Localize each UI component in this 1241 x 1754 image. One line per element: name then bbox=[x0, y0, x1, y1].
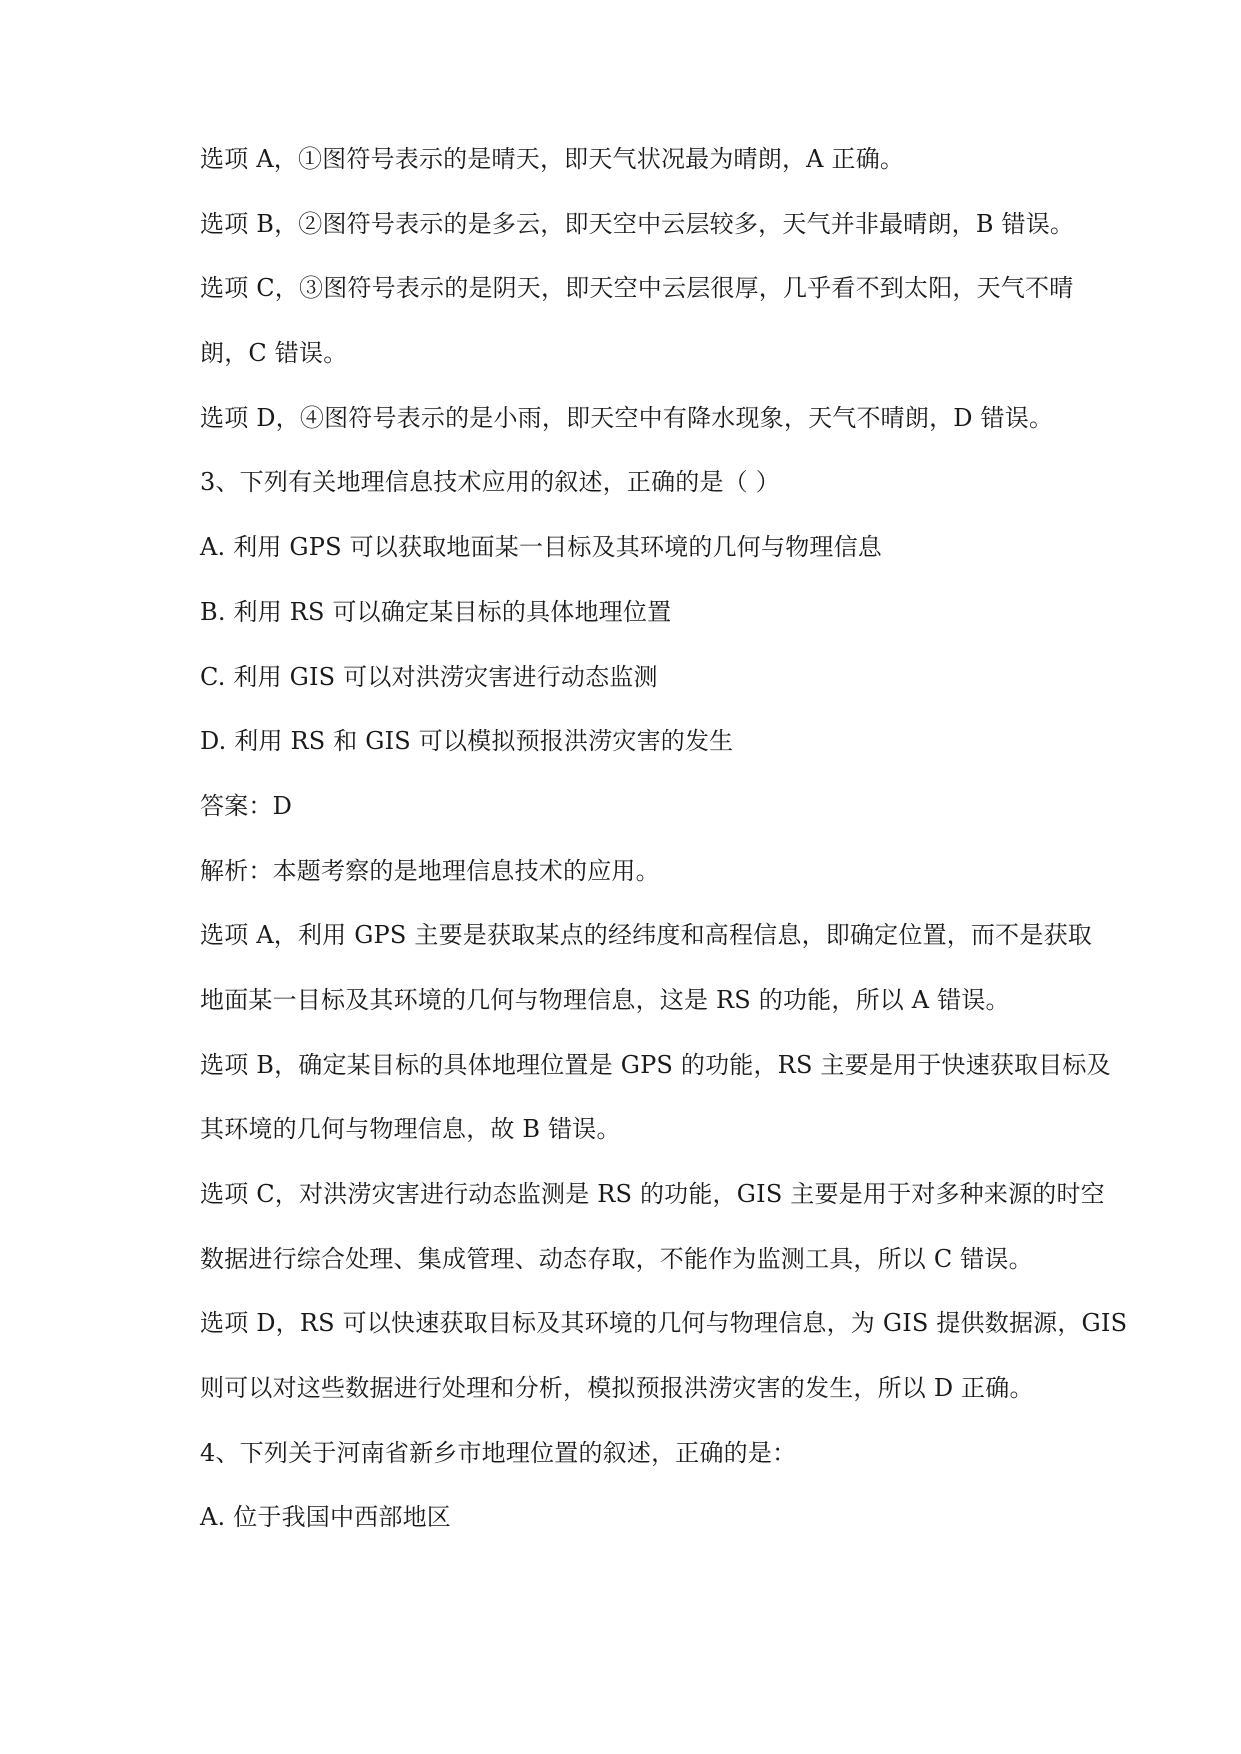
option-d-explanation-weather: 选项 D，④图符号表示的是小雨，即天空中有降水现象，天气不晴朗，D 错误。 bbox=[200, 403, 1054, 432]
option-b-explanation-weather: 选项 B，②图符号表示的是多云，即天空中云层较多，天气并非最晴朗，B 错误。 bbox=[200, 209, 1075, 238]
question-3-option-b: B. 利用 RS 可以确定某目标的具体地理位置 bbox=[200, 597, 672, 626]
question-3-option-a-explanation-cont: 地面某一目标及其环境的几何与物理信息，这是 RS 的功能，所以 A 错误。 bbox=[200, 985, 1010, 1014]
question-3-option-a-explanation: 选项 A，利用 GPS 主要是获取某点的经纬度和高程信息，即确定位置，而不是获取 bbox=[200, 921, 1092, 950]
question-3-option-c-explanation-cont: 数据进行综合处理、集成管理、动态存取，不能作为监测工具，所以 C 错误。 bbox=[200, 1244, 1033, 1273]
document-body bbox=[200, 141, 1128, 1564]
question-4: 4、下列关于河南省新乡市地理位置的叙述，正确的是： bbox=[200, 1438, 797, 1467]
question-3-analysis: 解析：本题考察的是地理信息技术的应用。 bbox=[200, 856, 660, 885]
question-3-option-b-explanation: 选项 B，确定某目标的具体地理位置是 GPS 的功能，RS 主要是用于快速获取目标及 bbox=[200, 1050, 1111, 1079]
question-3-option-c-explanation: 选项 C，对洪涝灾害进行动态监测是 RS 的功能，GIS 主要是用于对多种来源的时空 bbox=[200, 1180, 1105, 1208]
question-3-answer: 答案：D bbox=[200, 791, 293, 820]
question-3-option-c: C. 利用 GIS 可以对洪涝灾害进行动态监测 bbox=[200, 662, 658, 691]
question-3-option-a: A. 利用 GPS 可以获取地面某一目标及其环境的几何与物理信息 bbox=[200, 533, 883, 562]
question-3-option-d: D. 利用 RS 和 GIS 可以模拟预报洪涝灾害的发生 bbox=[200, 727, 734, 756]
option-a-explanation-weather: 选项 A，①图符号表示的是晴天，即天气状况最为晴朗，A 正确。 bbox=[200, 145, 905, 173]
question-3-option-b-explanation-cont: 其环境的几何与物理信息，故 B 错误。 bbox=[200, 1115, 621, 1144]
option-c-explanation-weather-cont: 朗，C 错误。 bbox=[200, 339, 348, 368]
option-c-explanation-weather: 选项 C，③图符号表示的是阴天，即天空中云层很厚，几乎看不到太阳，天气不晴 bbox=[200, 274, 1074, 303]
question-3-option-d-explanation-cont: 则可以对这些数据进行处理和分析，模拟预报洪涝灾害的发生，所以 D 正确。 bbox=[200, 1374, 1034, 1403]
question-4-option-a: A. 位于我国中西部地区 bbox=[200, 1503, 451, 1532]
question-3: 3、下列有关地理信息技术应用的叙述，正确的是（ ） bbox=[200, 468, 780, 497]
question-3-option-d-explanation: 选项 D，RS 可以快速获取目标及其环境的几何与物理信息，为 GIS 提供数据源，GIS bbox=[200, 1309, 1128, 1338]
